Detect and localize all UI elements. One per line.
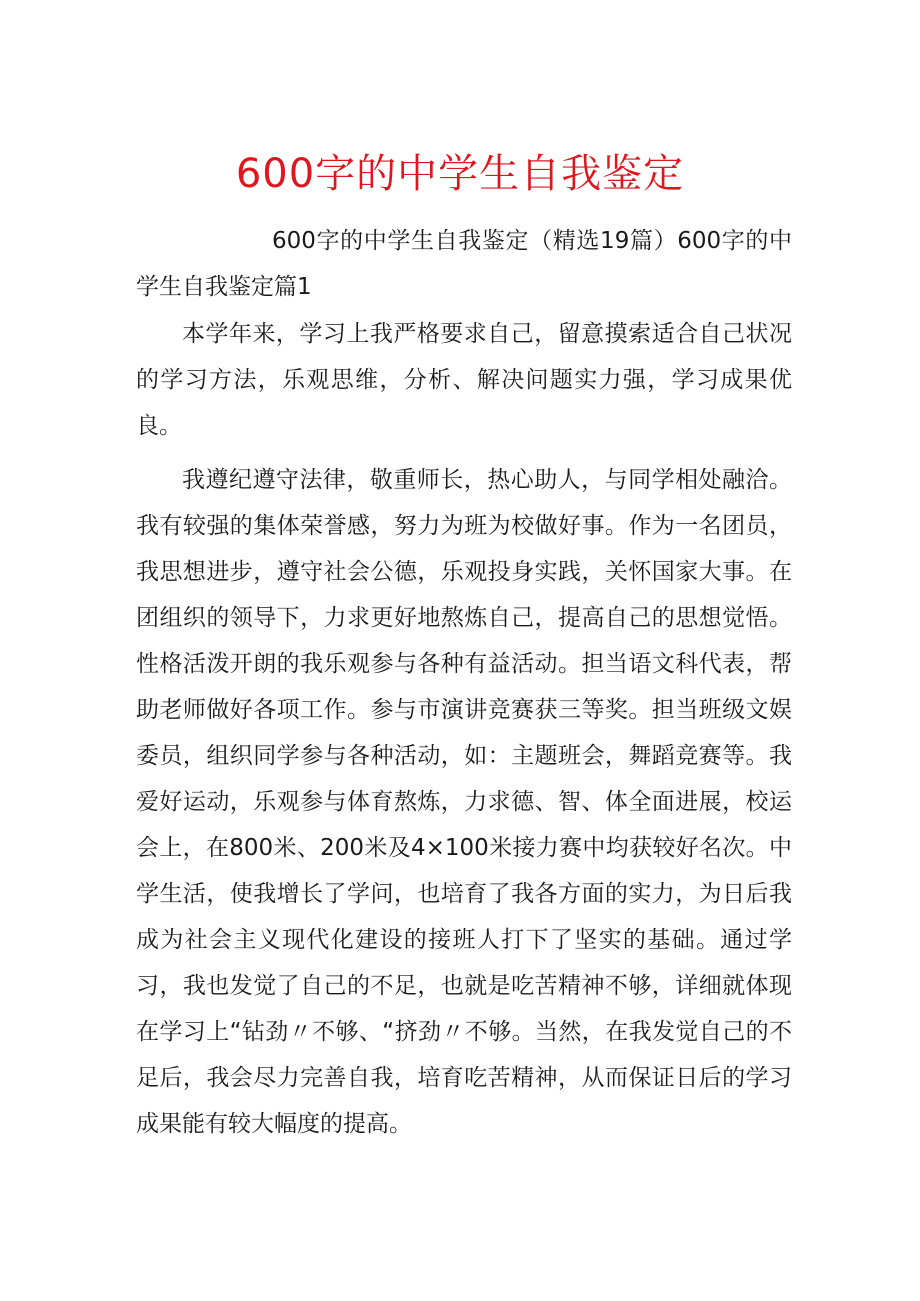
paragraph-1: 本学年来，学习上我严格要求自己，留意摸索适合自己状况的学习方法，乐观思维，分析、解决问题实力强，学习成果优良。: [136, 321, 792, 439]
paragraph-2: 我遵纪遵守法律，敬重师长，热心助人，与同学相处融洽。我有较强的集体荣誉感，努力为班为校做好事。作为一名团员，我思想进步，遵守社会公德，乐观投身实践，关怀国家大事。在团组织的领导下，力求更好地熬炼自己，提高自己的思想觉悟。性格活泼开朗的我乐观参与各种有益活动。担当语文科代表，帮助老师做好各项工作。参与市演讲竞赛获三等奖。担当班级文娱委员，组织同学参与各种活动，如：主题班会，舞蹈竞赛等。我爱好运动，乐观参与体育熬炼，力求德、智、体全面进展，校运会上，在800米、200米及4×100米接力赛中均获较好名次。中学生活，使我增长了学问，也培育了我各方面的实力，为日后我成为社会主义现代化建设的接班人打下了坚实的基础。通过学习，我也发觉了自己的不足，也就是吃苦精神不够，详细就体现在学习上“钻劲〃不够、“挤劲〃不够。当然，在我发觉自己的不足后，我会尽力完善自我，培育吃苦精神，从而保证日后的学习成果能有较大幅度的提高。: [136, 467, 792, 1137]
document-title: 600字的中学生自我鉴定: [235, 151, 685, 197]
document-subtitle: 600字的中学生自我鉴定（精选19篇）600字的中学生自我鉴定篇1: [136, 228, 792, 300]
